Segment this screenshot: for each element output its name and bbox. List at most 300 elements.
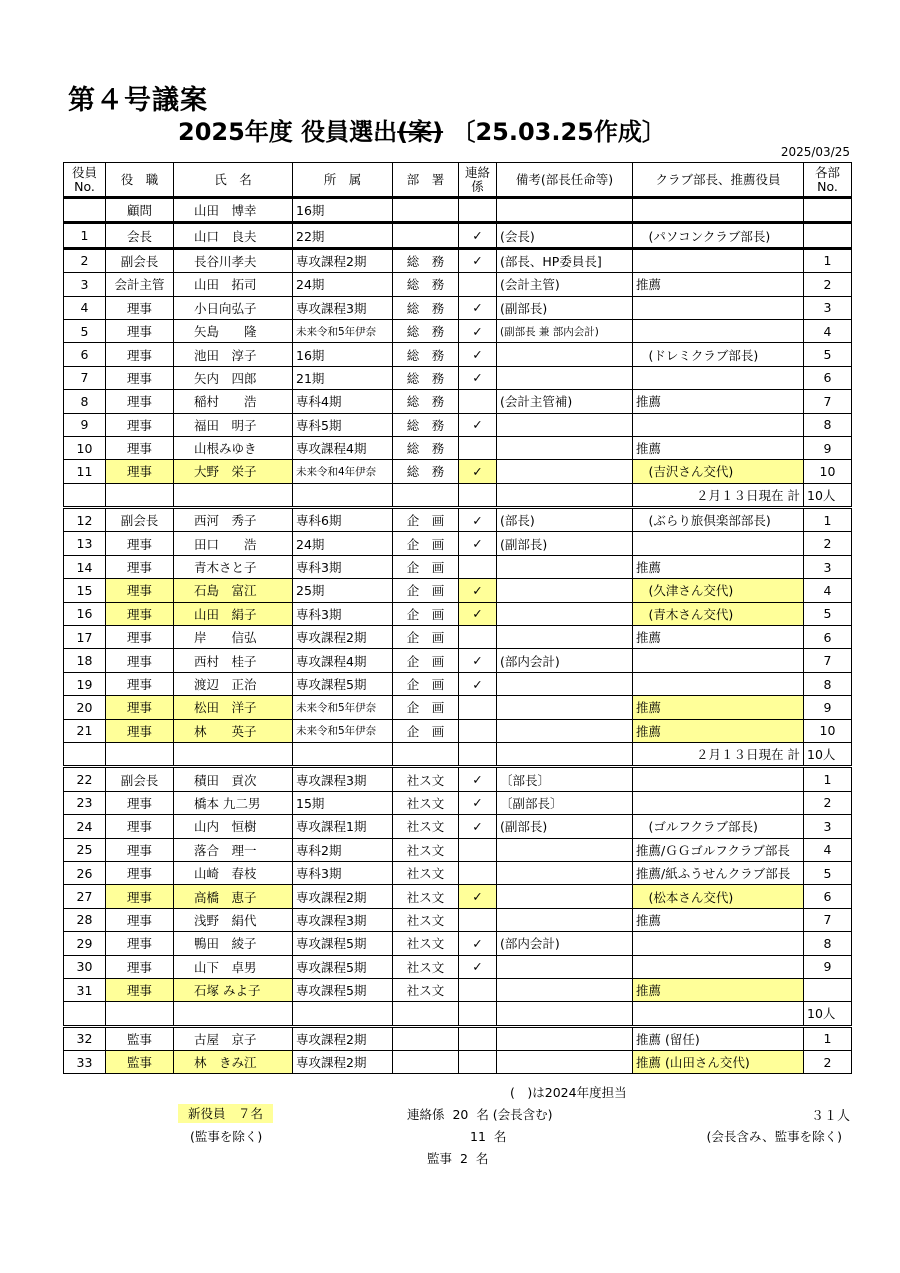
cell-dno: 6 [804, 626, 852, 649]
cell-club: (青木さん交代) [633, 602, 804, 625]
table-row [64, 932, 852, 955]
cell-dept: 社ス文 [393, 767, 459, 791]
empty-cell [106, 1002, 174, 1026]
cell-role: 副会長 [106, 767, 174, 791]
cell-dept: 企 画 [393, 532, 459, 555]
cell-no: 13 [64, 532, 106, 555]
new-officers-count: 新役員 ７名 [178, 1104, 273, 1123]
cell-club: 推薦 [633, 555, 804, 578]
cell-affil: 24期 [293, 532, 393, 555]
cell-name: 石島 富江 [174, 579, 293, 602]
cell-note: (副部長 兼 部内会計) [497, 319, 633, 342]
cell-affil: 15期 [293, 791, 393, 814]
cell-affil: 専攻課程5期 [293, 932, 393, 955]
table-row [64, 815, 852, 838]
cell-check: ✓ [459, 343, 497, 366]
cell-club [633, 791, 804, 814]
empty-cell [64, 1002, 106, 1026]
cell-name: 大野 栄子 [174, 460, 293, 483]
cell-club [633, 413, 804, 436]
cell-dept: 企 画 [393, 555, 459, 578]
cell-dno: 1 [804, 508, 852, 532]
cell-no: 15 [64, 579, 106, 602]
total-count: ３１人 [810, 1109, 850, 1124]
table-row [64, 343, 852, 366]
cell-club: 推薦/ＧＧゴルフクラブ部長 [633, 838, 804, 861]
cell-dno: 2 [804, 273, 852, 296]
cell-affil: 22期 [293, 223, 393, 248]
auditor-unit: 名 [475, 1151, 489, 1166]
cell-name: 矢内 四郎 [174, 366, 293, 389]
cell-name: 長谷川孝夫 [174, 248, 293, 272]
cell-note [497, 366, 633, 389]
cell-dept: 企 画 [393, 626, 459, 649]
cell-role: 理事 [106, 719, 174, 742]
table-row [64, 1051, 852, 1074]
empty-cell [497, 483, 633, 507]
cell-dept: 総 務 [393, 436, 459, 459]
cell-dno: 10 [804, 719, 852, 742]
cell-check [459, 719, 497, 742]
other-unit: 名 [493, 1129, 507, 1144]
table-row [64, 696, 852, 719]
cell-no: 21 [64, 719, 106, 742]
cell-club: 推薦 [633, 626, 804, 649]
page-title: 第４号議案 [68, 85, 208, 116]
cell-club: (ぶらり旅倶楽部部長) [633, 508, 804, 532]
cell-affil: 未来令和5年伊奈 [293, 696, 393, 719]
cell-dept [393, 1026, 459, 1050]
cell-note: (部長) [497, 508, 633, 532]
table-row [64, 532, 852, 555]
cell-affil: 専攻課程4期 [293, 649, 393, 672]
table-row [64, 626, 852, 649]
table-row [64, 649, 852, 672]
cell-dept: 社ス文 [393, 932, 459, 955]
cell-check [459, 198, 497, 223]
cell-name: 古屋 京子 [174, 1026, 293, 1050]
cell-no: 7 [64, 366, 106, 389]
cell-no: 30 [64, 955, 106, 978]
table-row [64, 319, 852, 342]
cell-affil: 未来令和4年伊奈 [293, 460, 393, 483]
cell-note: (副部長) [497, 296, 633, 319]
cell-affil: 未来令和5年伊奈 [293, 719, 393, 742]
table-row [64, 602, 852, 625]
cell-name: 浅野 絹代 [174, 908, 293, 931]
table-row [64, 366, 852, 389]
cell-club: 推薦 [633, 908, 804, 931]
cell-affil: 専攻課程3期 [293, 767, 393, 791]
cell-dept [393, 223, 459, 248]
cell-note: (部内会計) [497, 932, 633, 955]
cell-check: ✓ [459, 579, 497, 602]
cell-club [633, 198, 804, 223]
cell-name: 山田 拓司 [174, 273, 293, 296]
cell-dept: 総 務 [393, 413, 459, 436]
cell-affil: 専攻課程5期 [293, 978, 393, 1001]
cell-club: 推薦 [633, 436, 804, 459]
cell-check [459, 696, 497, 719]
cell-role: 理事 [106, 532, 174, 555]
cell-check: ✓ [459, 532, 497, 555]
new-officers-badge [178, 1104, 273, 1122]
cell-dno: 4 [804, 319, 852, 342]
cell-name: 山田 絹子 [174, 602, 293, 625]
total-note: (会長含み、監事を除く) [706, 1129, 842, 1144]
cell-no [64, 198, 106, 223]
cell-role: 理事 [106, 861, 174, 884]
cell-name: 林 きみ江 [174, 1051, 293, 1074]
cell-name: 山田 博幸 [174, 198, 293, 223]
table-row [64, 885, 852, 908]
footer-legend: ( )は2024年度担当 [510, 1085, 627, 1100]
cell-no: 10 [64, 436, 106, 459]
cell-club: 推薦 [633, 719, 804, 742]
cell-dno: 9 [804, 955, 852, 978]
cell-name: 松田 洋子 [174, 696, 293, 719]
cell-dept: 社ス文 [393, 955, 459, 978]
cell-dno: 7 [804, 390, 852, 413]
subtotal-count: 10人 [804, 742, 852, 766]
empty-cell [497, 1002, 633, 1026]
cell-role: 副会長 [106, 248, 174, 272]
cell-name: 矢島 隆 [174, 319, 293, 342]
column-header-affil: 所 属 [293, 163, 393, 198]
column-header-dept: 部 署 [393, 163, 459, 198]
column-header-club: クラブ部長、推薦役員 [633, 163, 804, 198]
cell-check: ✓ [459, 223, 497, 248]
cell-note [497, 413, 633, 436]
cell-affil: 25期 [293, 579, 393, 602]
other-summary [470, 1127, 506, 1145]
cell-note: (部長、HP委員長] [497, 248, 633, 272]
subtitle-suffix: 〔25.03.25作成〕 [443, 118, 666, 146]
empty-cell [293, 483, 393, 507]
cell-note [497, 1026, 633, 1050]
cell-dept: 企 画 [393, 649, 459, 672]
cell-name: 石塚 みよ子 [174, 978, 293, 1001]
cell-dno: 7 [804, 908, 852, 931]
table-row [64, 579, 852, 602]
cell-check: ✓ [459, 602, 497, 625]
cell-dept: 企 画 [393, 508, 459, 532]
subtotal-label [633, 1002, 804, 1026]
cell-no: 9 [64, 413, 106, 436]
cell-affil: 専攻課程2期 [293, 626, 393, 649]
cell-club: 推薦 [633, 696, 804, 719]
subtitle-main: 2025年度 役員選出 [178, 118, 398, 146]
cell-name: 福田 明子 [174, 413, 293, 436]
cell-affil: 24期 [293, 273, 393, 296]
cell-name: 稲村 浩 [174, 390, 293, 413]
cell-check [459, 1026, 497, 1050]
cell-dno: 5 [804, 861, 852, 884]
empty-cell [459, 1002, 497, 1026]
cell-name: 山崎 春枝 [174, 861, 293, 884]
table-row [64, 861, 852, 884]
empty-cell [393, 1002, 459, 1026]
cell-note [497, 602, 633, 625]
cell-no: 25 [64, 838, 106, 861]
cell-check: ✓ [459, 319, 497, 342]
cell-role: 監事 [106, 1026, 174, 1050]
cell-check [459, 978, 497, 1001]
cell-club [633, 319, 804, 342]
cell-note: (会計主管補) [497, 390, 633, 413]
table-row [64, 767, 852, 791]
cell-role: 理事 [106, 319, 174, 342]
cell-club: (久津さん交代) [633, 579, 804, 602]
empty-cell [106, 483, 174, 507]
empty-cell [393, 483, 459, 507]
table-row [64, 390, 852, 413]
cell-role: 理事 [106, 626, 174, 649]
cell-no: 16 [64, 602, 106, 625]
document-date: 2025/03/25 [780, 145, 850, 159]
cell-club: 推薦 (山田さん交代) [633, 1051, 804, 1074]
cell-note [497, 198, 633, 223]
cell-dept: 総 務 [393, 273, 459, 296]
cell-note [497, 579, 633, 602]
subtotal-label: ２月１３日現在 計 [633, 742, 804, 766]
cell-check: ✓ [459, 767, 497, 791]
cell-dept: 社ス文 [393, 885, 459, 908]
column-header-role: 役 職 [106, 163, 174, 198]
cell-no: 18 [64, 649, 106, 672]
cell-name: 林 英子 [174, 719, 293, 742]
cell-club: (吉沢さん交代) [633, 460, 804, 483]
cell-role: 理事 [106, 885, 174, 908]
subtotal-row [64, 742, 852, 766]
cell-no: 11 [64, 460, 106, 483]
cell-club [633, 767, 804, 791]
cell-role: 理事 [106, 672, 174, 695]
cell-role: 理事 [106, 555, 174, 578]
cell-dept: 社ス文 [393, 908, 459, 931]
cell-affil: 専科5期 [293, 413, 393, 436]
cell-name: 積田 貢次 [174, 767, 293, 791]
table-row [64, 296, 852, 319]
empty-cell [459, 742, 497, 766]
cell-affil: 専攻課程2期 [293, 1026, 393, 1050]
cell-club [633, 932, 804, 955]
cell-check: ✓ [459, 248, 497, 272]
cell-no: 23 [64, 791, 106, 814]
cell-note [497, 838, 633, 861]
cell-no: 8 [64, 390, 106, 413]
cell-check: ✓ [459, 932, 497, 955]
cell-dept: 企 画 [393, 719, 459, 742]
cell-affil: 専攻課程3期 [293, 908, 393, 931]
cell-check: ✓ [459, 815, 497, 838]
cell-name: 山下 卓男 [174, 955, 293, 978]
cell-dno: 10 [804, 460, 852, 483]
auditor-count: 2 [459, 1151, 468, 1166]
cell-note [497, 978, 633, 1001]
cell-club [633, 955, 804, 978]
cell-role: 監事 [106, 1051, 174, 1074]
cell-dept: 企 画 [393, 672, 459, 695]
cell-note: (会長) [497, 223, 633, 248]
cell-note [497, 672, 633, 695]
auditor-label: 監事 [427, 1151, 453, 1166]
cell-affil: 16期 [293, 343, 393, 366]
cell-check [459, 436, 497, 459]
cell-note [497, 696, 633, 719]
column-header-dno: 各部 No. [804, 163, 852, 198]
cell-role: 理事 [106, 696, 174, 719]
cell-note: 〔副部長〕 [497, 791, 633, 814]
cell-dno: 5 [804, 602, 852, 625]
table-row [64, 273, 852, 296]
cell-affil: 専科6期 [293, 508, 393, 532]
cell-name: 鴨田 綾子 [174, 932, 293, 955]
cell-no: 14 [64, 555, 106, 578]
table-row [64, 978, 852, 1001]
empty-cell [174, 483, 293, 507]
cell-name: 西河 秀子 [174, 508, 293, 532]
cell-no: 2 [64, 248, 106, 272]
cell-name: 西村 桂子 [174, 649, 293, 672]
cell-affil: 16期 [293, 198, 393, 223]
cell-no: 3 [64, 273, 106, 296]
empty-cell [293, 1002, 393, 1026]
cell-note [497, 555, 633, 578]
cell-check: ✓ [459, 955, 497, 978]
cell-dept: 総 務 [393, 343, 459, 366]
table-row [64, 460, 852, 483]
table-row [64, 838, 852, 861]
cell-check: ✓ [459, 791, 497, 814]
cell-dno: 8 [804, 672, 852, 695]
column-header-no: 役員 No. [64, 163, 106, 198]
cell-role: 会計主管 [106, 273, 174, 296]
cell-affil: 専科3期 [293, 555, 393, 578]
cell-role: 理事 [106, 955, 174, 978]
column-header-note: 備考(部長任命等) [497, 163, 633, 198]
cell-no: 32 [64, 1026, 106, 1050]
cell-dno: 3 [804, 296, 852, 319]
cell-dept: 総 務 [393, 319, 459, 342]
document-subtitle [178, 112, 666, 147]
cell-role: 理事 [106, 908, 174, 931]
cell-dept [393, 1051, 459, 1074]
cell-name: 田口 浩 [174, 532, 293, 555]
contact-summary [407, 1105, 553, 1123]
cell-dno [804, 223, 852, 248]
cell-note [497, 955, 633, 978]
column-header-name: 氏 名 [174, 163, 293, 198]
auditor-summary [427, 1149, 488, 1167]
cell-affil: 専攻課程5期 [293, 955, 393, 978]
cell-dno: 6 [804, 885, 852, 908]
cell-role: 理事 [106, 602, 174, 625]
cell-no: 6 [64, 343, 106, 366]
cell-no: 22 [64, 767, 106, 791]
cell-affil: 21期 [293, 366, 393, 389]
empty-cell [174, 1002, 293, 1026]
cell-note [497, 436, 633, 459]
cell-note [497, 885, 633, 908]
cell-dept: 総 務 [393, 460, 459, 483]
cell-dno: 1 [804, 1026, 852, 1050]
cell-no: 1 [64, 223, 106, 248]
cell-role: 理事 [106, 978, 174, 1001]
cell-check [459, 1051, 497, 1074]
empty-cell [106, 742, 174, 766]
cell-dno [804, 198, 852, 223]
cell-dno: 3 [804, 815, 852, 838]
cell-affil: 専科2期 [293, 838, 393, 861]
cell-check [459, 861, 497, 884]
cell-role: 理事 [106, 838, 174, 861]
cell-role: 理事 [106, 366, 174, 389]
cell-affil: 専攻課程3期 [293, 296, 393, 319]
cell-note: (副部長) [497, 532, 633, 555]
cell-dept: 社ス文 [393, 791, 459, 814]
cell-check: ✓ [459, 885, 497, 908]
cell-role: 理事 [106, 296, 174, 319]
cell-dept: 社ス文 [393, 861, 459, 884]
cell-no: 24 [64, 815, 106, 838]
cell-affil: 専科4期 [293, 390, 393, 413]
table-row [64, 672, 852, 695]
other-count: 11 [470, 1129, 486, 1144]
table-header [64, 163, 852, 198]
cell-note [497, 1051, 633, 1074]
cell-dno: 2 [804, 791, 852, 814]
cell-dno: 9 [804, 436, 852, 459]
cell-role: 理事 [106, 460, 174, 483]
cell-no: 12 [64, 508, 106, 532]
cell-name: 池田 淳子 [174, 343, 293, 366]
cell-role: 理事 [106, 932, 174, 955]
cell-affil: 専攻課程1期 [293, 815, 393, 838]
empty-cell [293, 742, 393, 766]
empty-cell [459, 483, 497, 507]
cell-affil: 専攻課程4期 [293, 436, 393, 459]
cell-club: 推薦 (留任) [633, 1026, 804, 1050]
cell-dept: 総 務 [393, 366, 459, 389]
cell-affil: 専科3期 [293, 602, 393, 625]
table-row [64, 223, 852, 248]
cell-role: 会長 [106, 223, 174, 248]
cell-note [497, 343, 633, 366]
contact-count: 20 [452, 1107, 469, 1122]
cell-club [633, 366, 804, 389]
cell-note [497, 861, 633, 884]
cell-check [459, 555, 497, 578]
table-row [64, 248, 852, 272]
empty-cell [393, 742, 459, 766]
cell-check [459, 838, 497, 861]
cell-no: 27 [64, 885, 106, 908]
cell-affil: 専科3期 [293, 861, 393, 884]
cell-club: 推薦 [633, 978, 804, 1001]
cell-club [633, 649, 804, 672]
officers-table [63, 162, 852, 1074]
cell-name: 山根みゆき [174, 436, 293, 459]
table-row [64, 508, 852, 532]
empty-cell [497, 742, 633, 766]
empty-cell [64, 483, 106, 507]
subtotal-count: 10人 [804, 1002, 852, 1026]
cell-dno: 8 [804, 932, 852, 955]
subtotal-count: 10人 [804, 483, 852, 507]
cell-dno [804, 978, 852, 1001]
table-row [64, 436, 852, 459]
